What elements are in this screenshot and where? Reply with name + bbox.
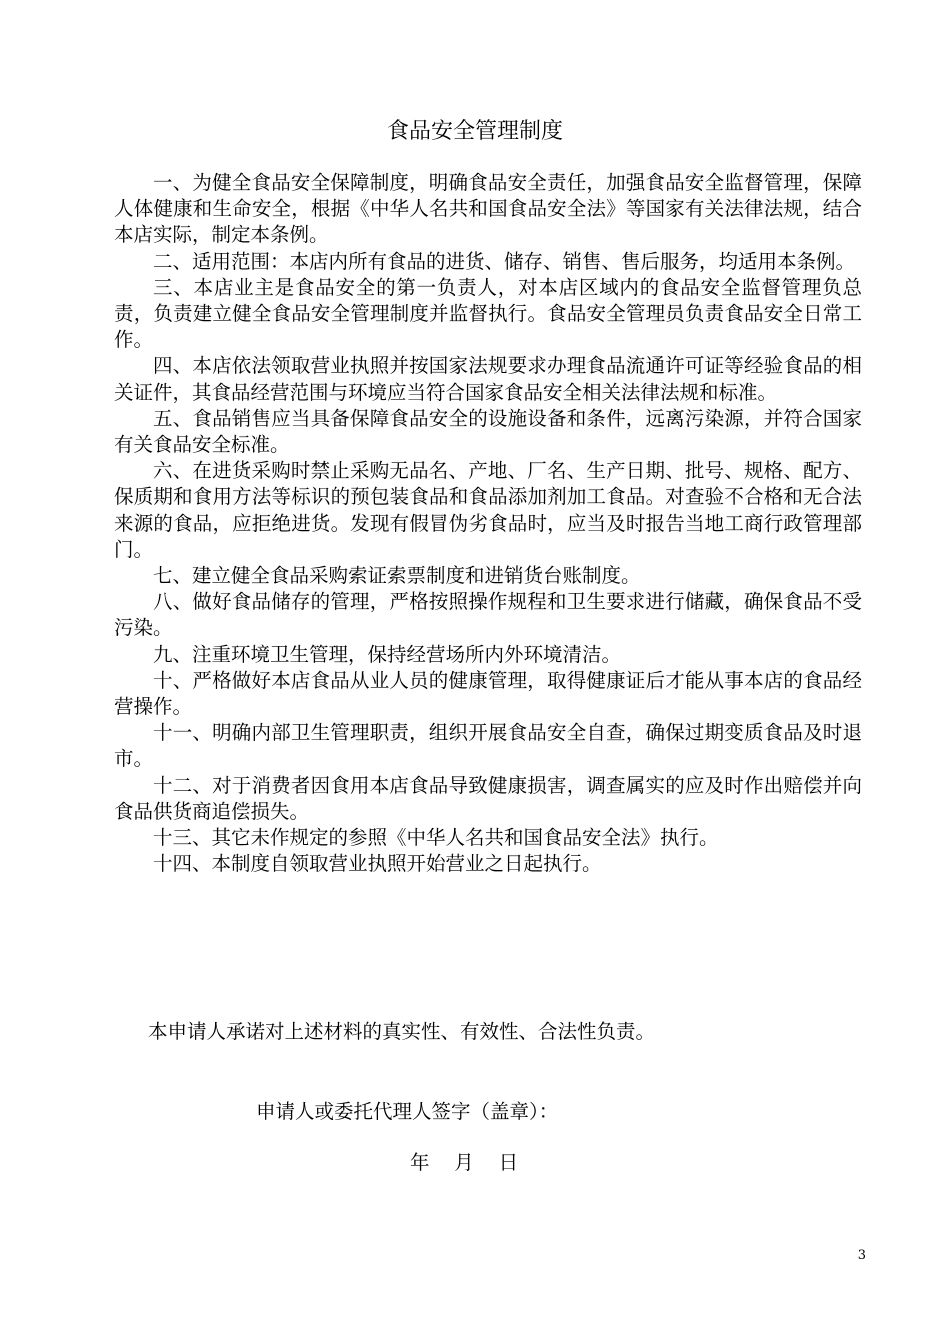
- clause-13: 十三、其它未作规定的参照《中华人名共和国食品安全法》执行。: [153, 826, 719, 850]
- clause-10: 十、严格做好本店食品从业人员的健康管理，取得健康证后才能从事本店的食品经营操作。: [114, 668, 862, 719]
- clause-3: 三、本店业主是食品安全的第一负责人，对本店区域内的食品安全监督管理负总责，负责建立健全食品安全管理制度并监督执行。食品安全管理员负责食品安全日常工作。: [114, 275, 862, 352]
- page-number: 3: [857, 1248, 866, 1263]
- applicant-pledge: 本申请人承诺对上述材料的真实性、有效性、合法性负责。: [148, 1020, 656, 1043]
- clause-5: 五、食品销售应当具备保障食品安全的设施设备和条件，远离污染源，并符合国家有关食品安全标准。: [114, 406, 862, 457]
- clause-1: 一、为健全食品安全保障制度，明确食品安全责任，加强食品安全监督管理，保障人体健康和生命安全，根据《中华人名共和国食品安全法》等国家有关法律法规，结合本店实际，制定本条例。: [114, 171, 862, 247]
- clause-12: 十二、对于消费者因食用本店食品导致健康损害，调查属实的应及时作出赔偿并向食品供货商追偿损失。: [114, 773, 862, 823]
- clause-4: 四、本店依法领取营业执照并按国家法规要求办理食品流通许可证等经验食品的相关证件，其食品经营范围与环境应当符合国家食品安全相关法律法规和标准。: [114, 354, 862, 404]
- clause-11: 十一、明确内部卫生管理职责，组织开展食品安全自查，确保过期变质食品及时退市。: [114, 721, 862, 771]
- regulation-body: [114, 170, 862, 877]
- clause-8: 八、做好食品储存的管理，严格按照操作规程和卫生要求进行储藏，确保食品不受污染。: [114, 590, 862, 640]
- document-title: 食品安全管理制度: [386, 119, 563, 144]
- clause-7: 七、建立健全食品采购索证索票制度和进销货台账制度。: [153, 564, 641, 588]
- clause-9: 九、注重环境卫生管理，保持经营场所内外环境清洁。: [153, 642, 622, 666]
- clause-2: 二、适用范围：本店内所有食品的进货、储存、销售、售后服务，均适用本条例。: [153, 249, 856, 273]
- clause-6: 六、在进货采购时禁止采购无品名、产地、厂名、生产日期、批号、规格、配方、保质期和食用方法等标识的预包装食品和食品添加剂加工食品。对查验不合格和无合法来源的食品，应拒绝进货。发现有假冒伪劣食品时，应当及时报告当地工商行政管理部门。: [114, 459, 862, 561]
- clause-14: 十四、本制度自领取营业执照开始营业之日起执行。: [153, 852, 602, 876]
- signature-label: 申请人或委托代理人签字（盖章）：: [256, 1100, 559, 1123]
- date-label: 年 月 日: [410, 1151, 519, 1174]
